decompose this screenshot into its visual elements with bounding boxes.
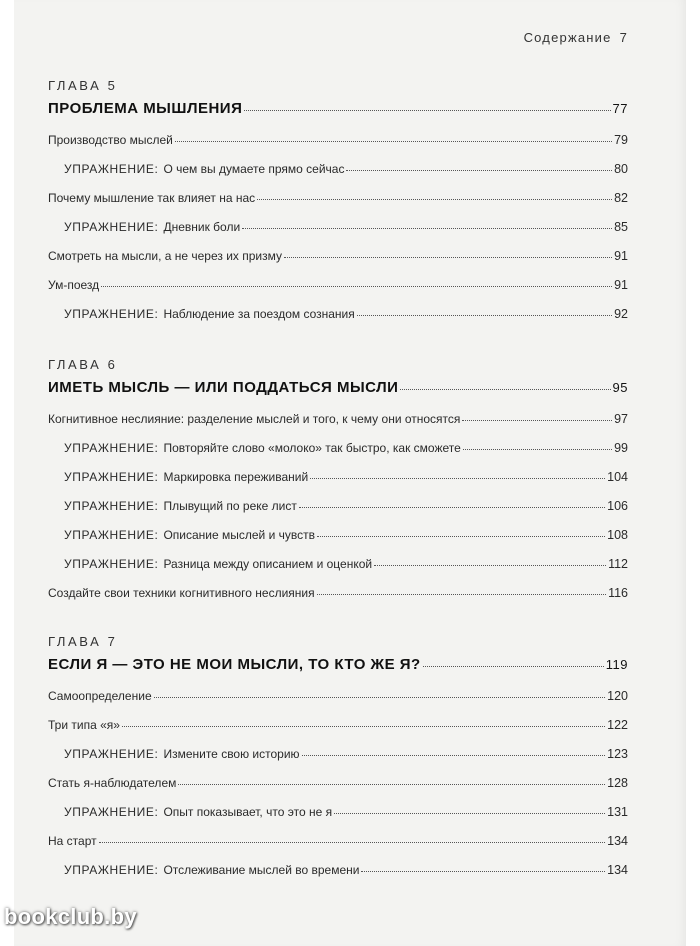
toc-section-entry[interactable] [48,718,628,732]
toc-exercise-entry[interactable] [64,307,628,321]
toc-section-entry[interactable] [48,412,628,426]
exercise-keyword: УПРАЖНЕНИЕ: [64,863,159,877]
dot-leader [101,286,612,287]
toc-section-entry[interactable] [48,249,628,263]
toc-entry-title [64,805,332,819]
toc-exercise-entry[interactable] [64,863,628,877]
watermark-logo: bookclub.by [4,904,137,929]
toc-entry-title [64,441,461,455]
exercise-keyword: УПРАЖНЕНИЕ: [64,470,159,484]
chapter-heading[interactable] [48,100,628,117]
toc-section-entry[interactable] [48,278,628,292]
toc-entry-title [64,162,344,176]
toc-exercise-entry[interactable] [64,557,628,571]
toc-section-entry[interactable] [48,689,628,703]
toc-entry-title: Стать я-наблюдателем [48,776,177,790]
page-number: 99 [614,441,628,455]
page-number: 91 [614,249,628,263]
toc-section-entry[interactable] [48,191,628,205]
toc-exercise-entry[interactable] [64,220,628,234]
page-number: 108 [607,528,628,542]
chapter-heading[interactable] [48,656,628,673]
toc-entry-title: Производство мыслей [48,133,173,147]
page-number: 104 [607,470,628,484]
page-number: 120 [607,689,628,703]
toc-entry-title: На старт [48,834,97,848]
page-number: 92 [614,307,628,321]
page-number: 95 [612,380,628,395]
chapter-label: ГЛАВА 5 [48,78,118,93]
toc-entry-title [64,863,359,877]
dot-leader [423,666,604,667]
exercise-keyword: УПРАЖНЕНИЕ: [64,441,159,455]
exercise-keyword: УПРАЖНЕНИЕ: [64,499,159,513]
page-number: 131 [607,805,628,819]
exercise-keyword: УПРАЖНЕНИЕ: [64,220,159,234]
toc-exercise-entry[interactable] [64,499,628,513]
exercise-title: Маркировка переживаний [163,470,309,484]
dot-leader [317,594,606,595]
toc-entry-title: Три типа «я» [48,718,120,732]
toc-exercise-entry[interactable] [64,528,628,542]
toc-entry-title [64,470,308,484]
exercise-keyword: УПРАЖНЕНИЕ: [64,747,159,761]
running-head-page-number: 7 [619,30,628,45]
toc-entry-title: Самоопределение [48,689,152,703]
dot-leader [357,315,612,316]
running-head-title: Содержание [523,30,612,45]
page-number: 77 [612,101,628,116]
exercise-title: Отслеживание мыслей во времени [163,863,360,877]
page-number: 112 [608,557,628,571]
dot-leader [178,784,605,785]
dot-leader [310,478,605,479]
toc-section-entry[interactable] [48,586,628,600]
toc-entry-title [64,307,355,321]
page-number: 128 [607,776,628,790]
toc-entry-title [64,220,240,234]
toc-exercise-entry[interactable] [64,441,628,455]
running-head [524,30,628,45]
dot-leader [299,507,605,508]
exercise-keyword: УПРАЖНЕНИЕ: [64,557,159,571]
dot-leader [244,110,610,111]
exercise-title: Разница между описанием и оценкой [163,557,373,571]
exercise-keyword: УПРАЖНЕНИЕ: [64,162,159,176]
page-number: 97 [614,412,628,426]
toc-entry-title [64,557,372,571]
exercise-title: Повторяйте слово «молоко» так быстро, как сможете [163,441,461,455]
toc-entry-title: ИМЕТЬ МЫСЛЬ — ИЛИ ПОДДАТЬСЯ МЫСЛИ [48,379,399,396]
chapter-label: ГЛАВА 7 [48,634,118,649]
toc-exercise-entry[interactable] [64,805,628,819]
toc-entry-title: ПРОБЛЕМА МЫШЛЕНИЯ [48,100,243,117]
exercise-title: О чем вы думаете прямо сейчас [163,162,345,176]
page-number: 119 [605,657,628,672]
page-number: 91 [614,278,628,292]
page-number: 134 [607,834,628,848]
dot-leader [302,755,606,756]
exercise-title: Описание мыслей и чувств [163,528,315,542]
page-number: 82 [614,191,628,205]
toc-exercise-entry[interactable] [64,470,628,484]
dot-leader [317,536,605,537]
dot-leader [463,449,612,450]
toc-exercise-entry[interactable] [64,162,628,176]
toc-entry-title [64,499,297,513]
dot-leader [361,871,605,872]
chapter-label: ГЛАВА 6 [48,357,118,372]
toc-section-entry[interactable] [48,776,628,790]
exercise-title: Плывущий по реке лист [163,499,297,513]
book-page [14,0,686,946]
dot-leader [346,170,612,171]
dot-leader [242,228,612,229]
page-number: 122 [607,718,628,732]
page-number: 134 [607,863,628,877]
dot-leader [400,389,610,390]
exercise-keyword: УПРАЖНЕНИЕ: [64,307,159,321]
exercise-title: Измените свою историю [163,747,300,761]
toc-entry-title: Когнитивное неслияние: разделение мыслей и того, к чему они относятся [48,412,461,426]
exercise-title: Опыт показывает, что это не я [163,805,333,819]
page-number: 80 [614,162,628,176]
toc-entry-title: Смотреть на мысли, а не через их призму [48,249,283,263]
dot-leader [154,697,606,698]
dot-leader [122,726,605,727]
dot-leader [374,565,606,566]
exercise-title: Дневник боли [163,220,241,234]
page-number: 123 [607,747,628,761]
toc-section-entry[interactable] [48,133,628,147]
toc-entry-title: Создайте свои техники когнитивного неслияния [48,586,315,600]
dot-leader [99,842,606,843]
dot-leader [257,199,612,200]
toc-entry-title: ЕСЛИ Я — ЭТО НЕ МОИ МЫСЛИ, ТО КТО ЖЕ Я? [48,656,421,673]
chapter-heading[interactable] [48,379,628,396]
toc-section-entry[interactable] [48,834,628,848]
toc-entry-title [64,747,300,761]
page-number: 85 [614,220,628,234]
dot-leader [334,813,605,814]
dot-leader [284,257,612,258]
page-number: 106 [607,499,628,513]
exercise-keyword: УПРАЖНЕНИЕ: [64,528,159,542]
dot-leader [175,141,612,142]
dot-leader [462,420,612,421]
toc-entry-title: Почему мышление так влияет на нас [48,191,256,205]
exercise-title: Наблюдение за поездом сознания [163,307,355,321]
toc-exercise-entry[interactable] [64,747,628,761]
toc-entry-title [64,528,315,542]
toc-entry-title: Ум-поезд [48,278,100,292]
exercise-keyword: УПРАЖНЕНИЕ: [64,805,159,819]
page-number: 79 [614,133,628,147]
page-number: 116 [608,586,628,600]
